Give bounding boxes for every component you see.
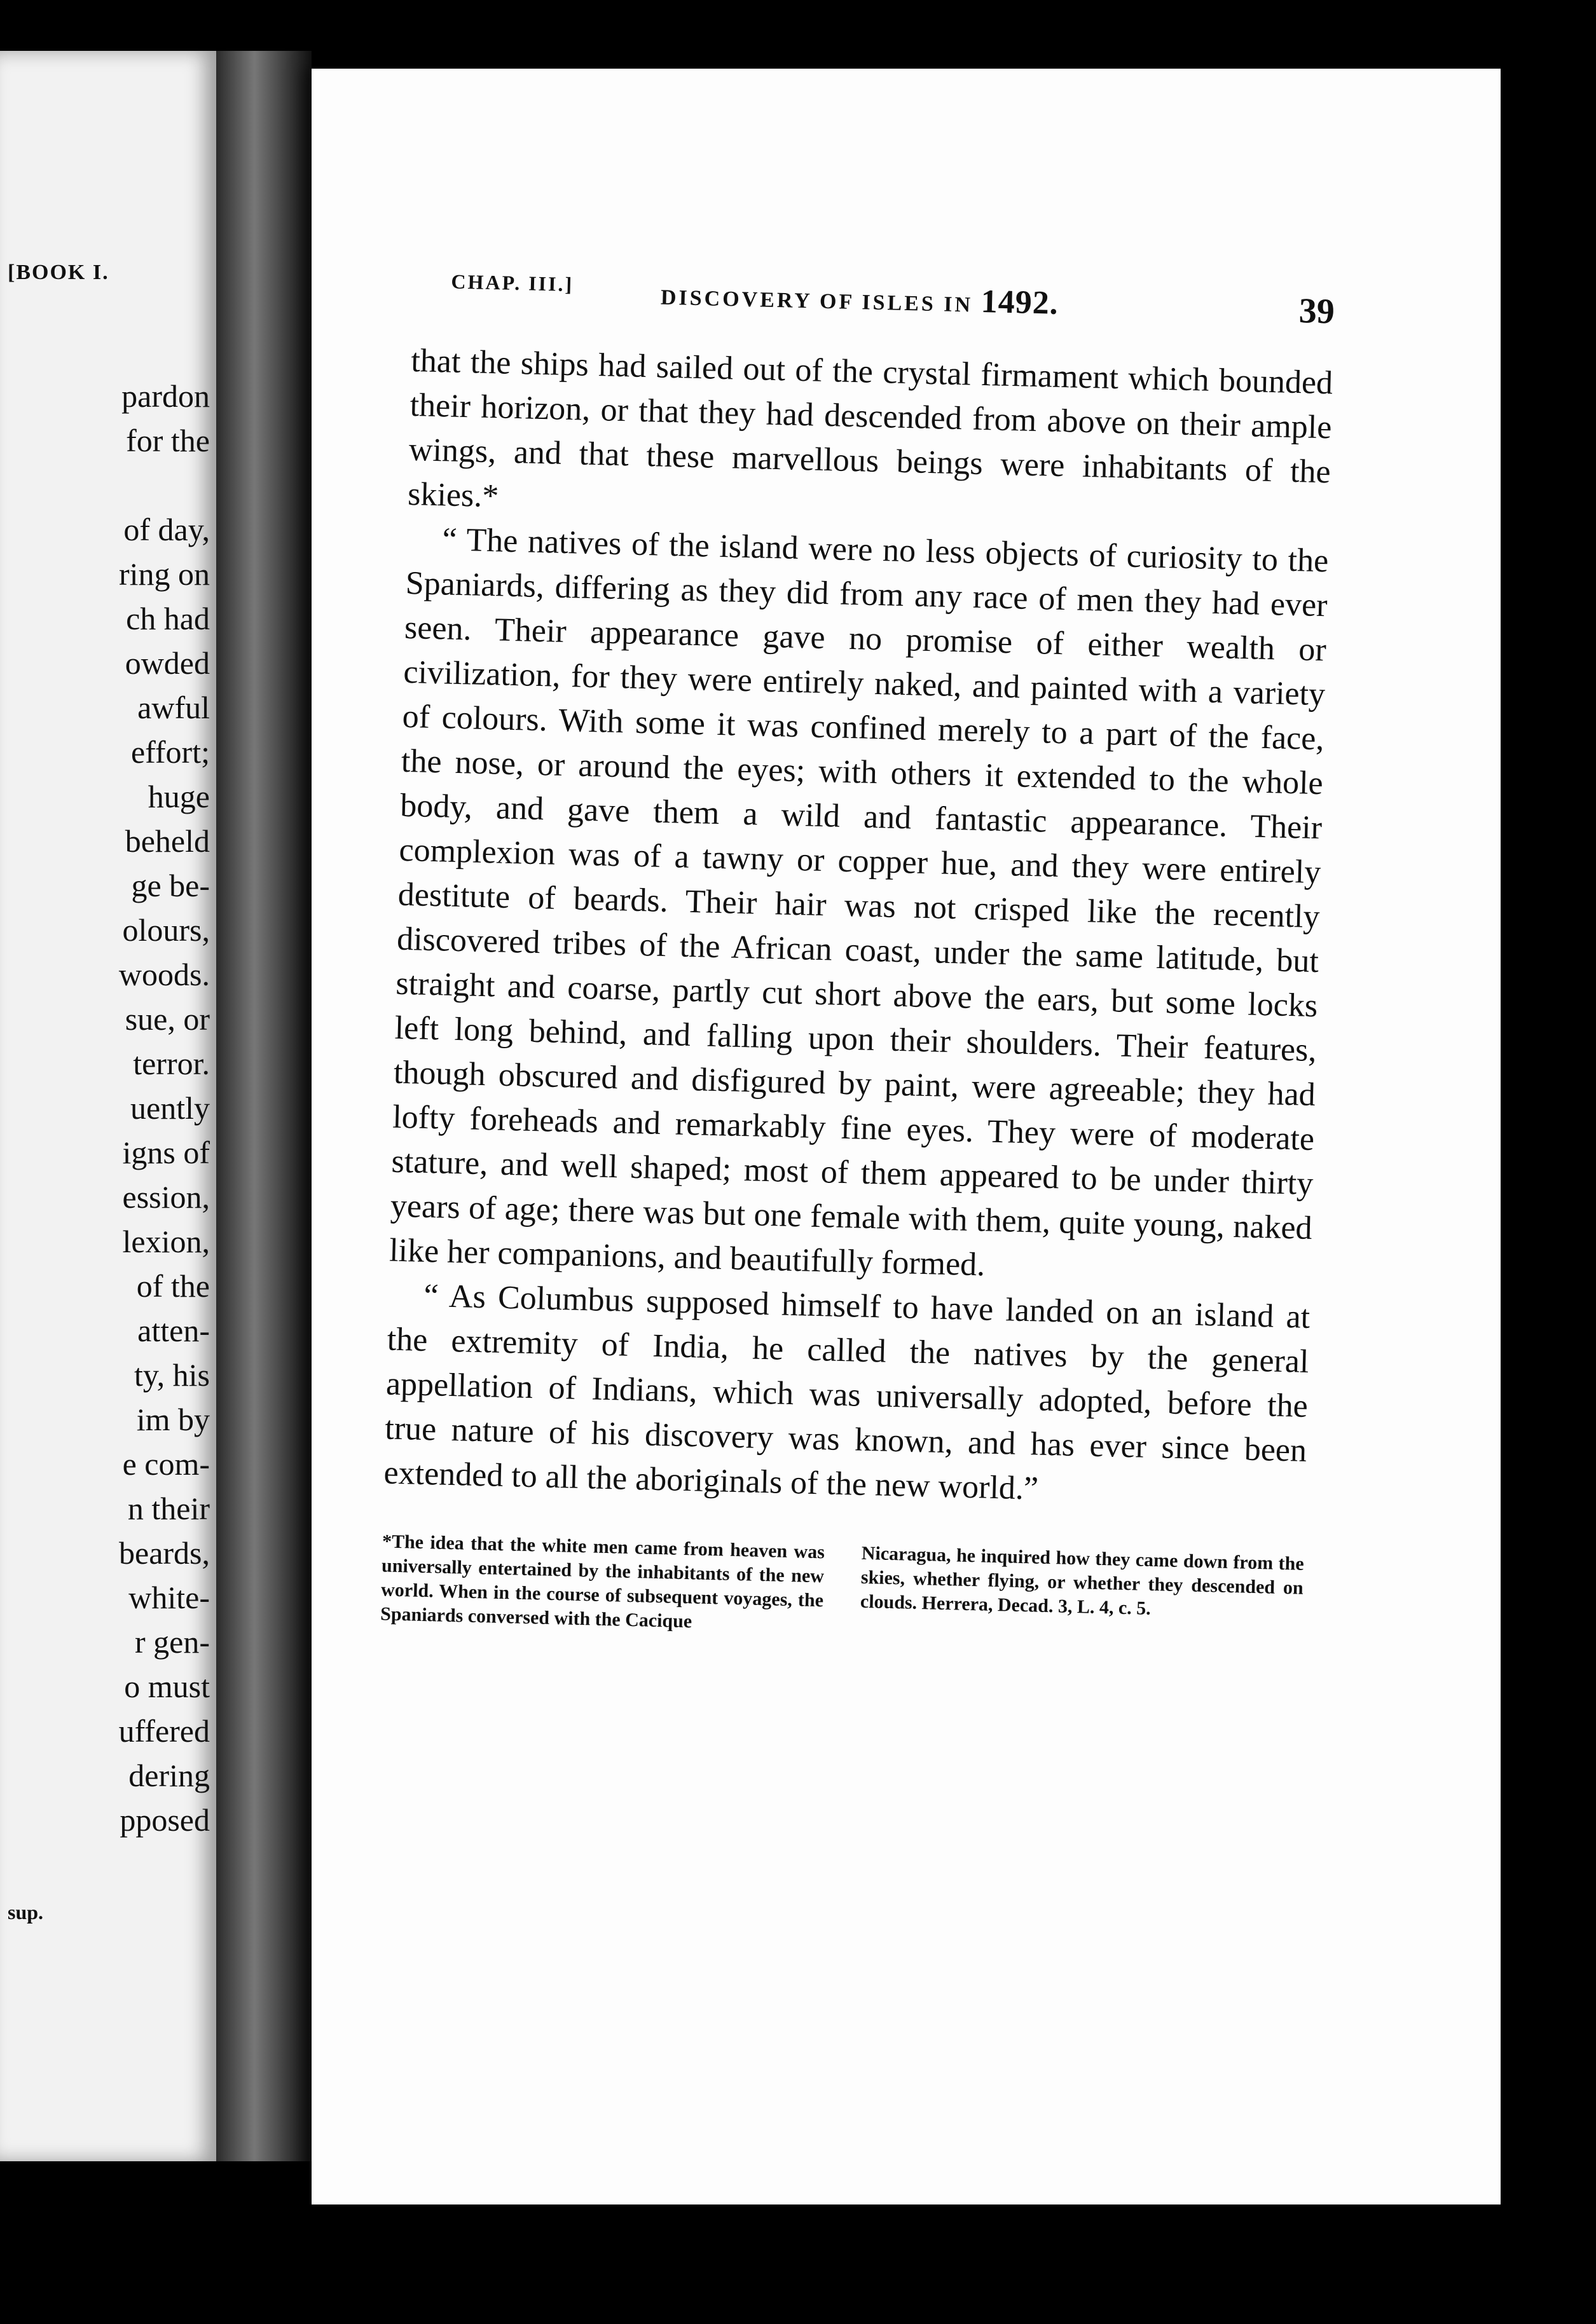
left-line: huge	[148, 779, 210, 814]
left-line: lexion,	[122, 1224, 210, 1259]
footnote-column-left: *The idea that the white men came from heaven was universally entertained by the inhabitants of the new world. When in the course of subsequent voyages, the Spaniards conversed with the Cacique	[380, 1531, 825, 1632]
left-page-text	[0, 374, 210, 1842]
left-line: olours,	[122, 912, 210, 948]
left-line: effort;	[130, 734, 210, 770]
footnote-column-right: Nicaragua, he inquired how they came down from the skies, whether flying, or whether they descended on clouds. Herrera, Decad. 3, L. 4, c. 5.	[860, 1542, 1305, 1619]
left-line: ring on	[118, 556, 210, 592]
left-line: n their	[127, 1491, 210, 1526]
left-line: beheld	[125, 823, 210, 859]
left-line: ch had	[126, 601, 210, 636]
footnote	[380, 1529, 1304, 1648]
left-line: sue, or	[125, 1001, 210, 1037]
left-line	[0, 463, 210, 507]
body-paragraph: “ As Columbus supposed himself to have landed on an island at the extremity of India, he called the natives by the general appellation of Indians, which was universally adopted, before the true nature of his discovery was known, and has ever since been extended to all the aboriginals of the new world.”	[383, 1277, 1311, 1507]
left-running-header: [BOOK I.	[8, 261, 109, 284]
left-line: of day,	[123, 512, 210, 547]
left-line: pposed	[120, 1802, 210, 1838]
left-line: ty, his	[134, 1357, 210, 1393]
left-line: owded	[125, 645, 210, 681]
left-line: for the	[126, 423, 210, 458]
left-line: atten-	[137, 1313, 210, 1348]
page-content	[380, 269, 1335, 1649]
left-line: o must	[124, 1669, 210, 1704]
left-line: uffered	[118, 1713, 210, 1749]
left-line: ge be-	[131, 868, 210, 903]
left-line: beards,	[119, 1535, 210, 1571]
page-number: 39	[1298, 291, 1335, 332]
left-line: im by	[136, 1402, 210, 1437]
left-line: ession,	[122, 1179, 210, 1215]
book-page	[312, 69, 1501, 2204]
left-line: pardon	[121, 378, 210, 414]
left-line: terror.	[133, 1046, 210, 1081]
running-title	[660, 275, 1059, 322]
left-line: of the	[136, 1268, 210, 1304]
chapter-label: CHAP. III.]	[451, 270, 574, 296]
book-gutter	[216, 51, 312, 2161]
left-line: woods.	[118, 957, 210, 992]
previous-page-fragment	[0, 51, 216, 2161]
body-paragraph: that the ships had sailed out of the crystal firmament which bounded their horizon, or that they had descended from above on their ample wings, and that these marvellous beings were inhabitants of the skies.*	[407, 342, 1333, 515]
body-paragraph: “ The natives of the island were no less objects of curiosity to the Spaniards, differing as they did from any race of men they had ever seen. Their appearance gave no promise of either wealth or civilization, for they were entirely naked, and painted with a variety of colours. With some it was confined merely to a part of the face, the nose, or around the eyes; with others it extended to the whole body, and gave them a wild and fantastic appearance. Their complexion was of a tawny or copper hue, and they were entirely destitute of beards. Their hair was not crisped like the recently discovered tribes of the African coast, under the same latitude, but straight and coarse, partly cut short above the ears, but some locks left long behind, and falling upon their shoulders. Their features, though obscured and disfigured by paint, were agreeable; they had lofty foreheads and remarkably fine eyes. They were of moderate stature, and well shaped; most of them appeared to be under thirty years of age; there was but one female with them, quite young, naked like her companions, and beautifully formed.	[389, 521, 1329, 1283]
left-line: awful	[137, 690, 210, 725]
left-line: white-	[128, 1580, 210, 1615]
left-line: uently	[130, 1090, 210, 1126]
left-line: dering	[128, 1758, 210, 1793]
running-title-text: DISCOVERY OF ISLES IN	[660, 285, 973, 317]
left-line: r gen-	[135, 1624, 210, 1660]
left-page-footer: sup.	[8, 1901, 44, 1924]
left-line: e com-	[122, 1446, 210, 1482]
left-line: igns of	[122, 1135, 210, 1170]
running-title-year: 1492.	[980, 283, 1059, 322]
